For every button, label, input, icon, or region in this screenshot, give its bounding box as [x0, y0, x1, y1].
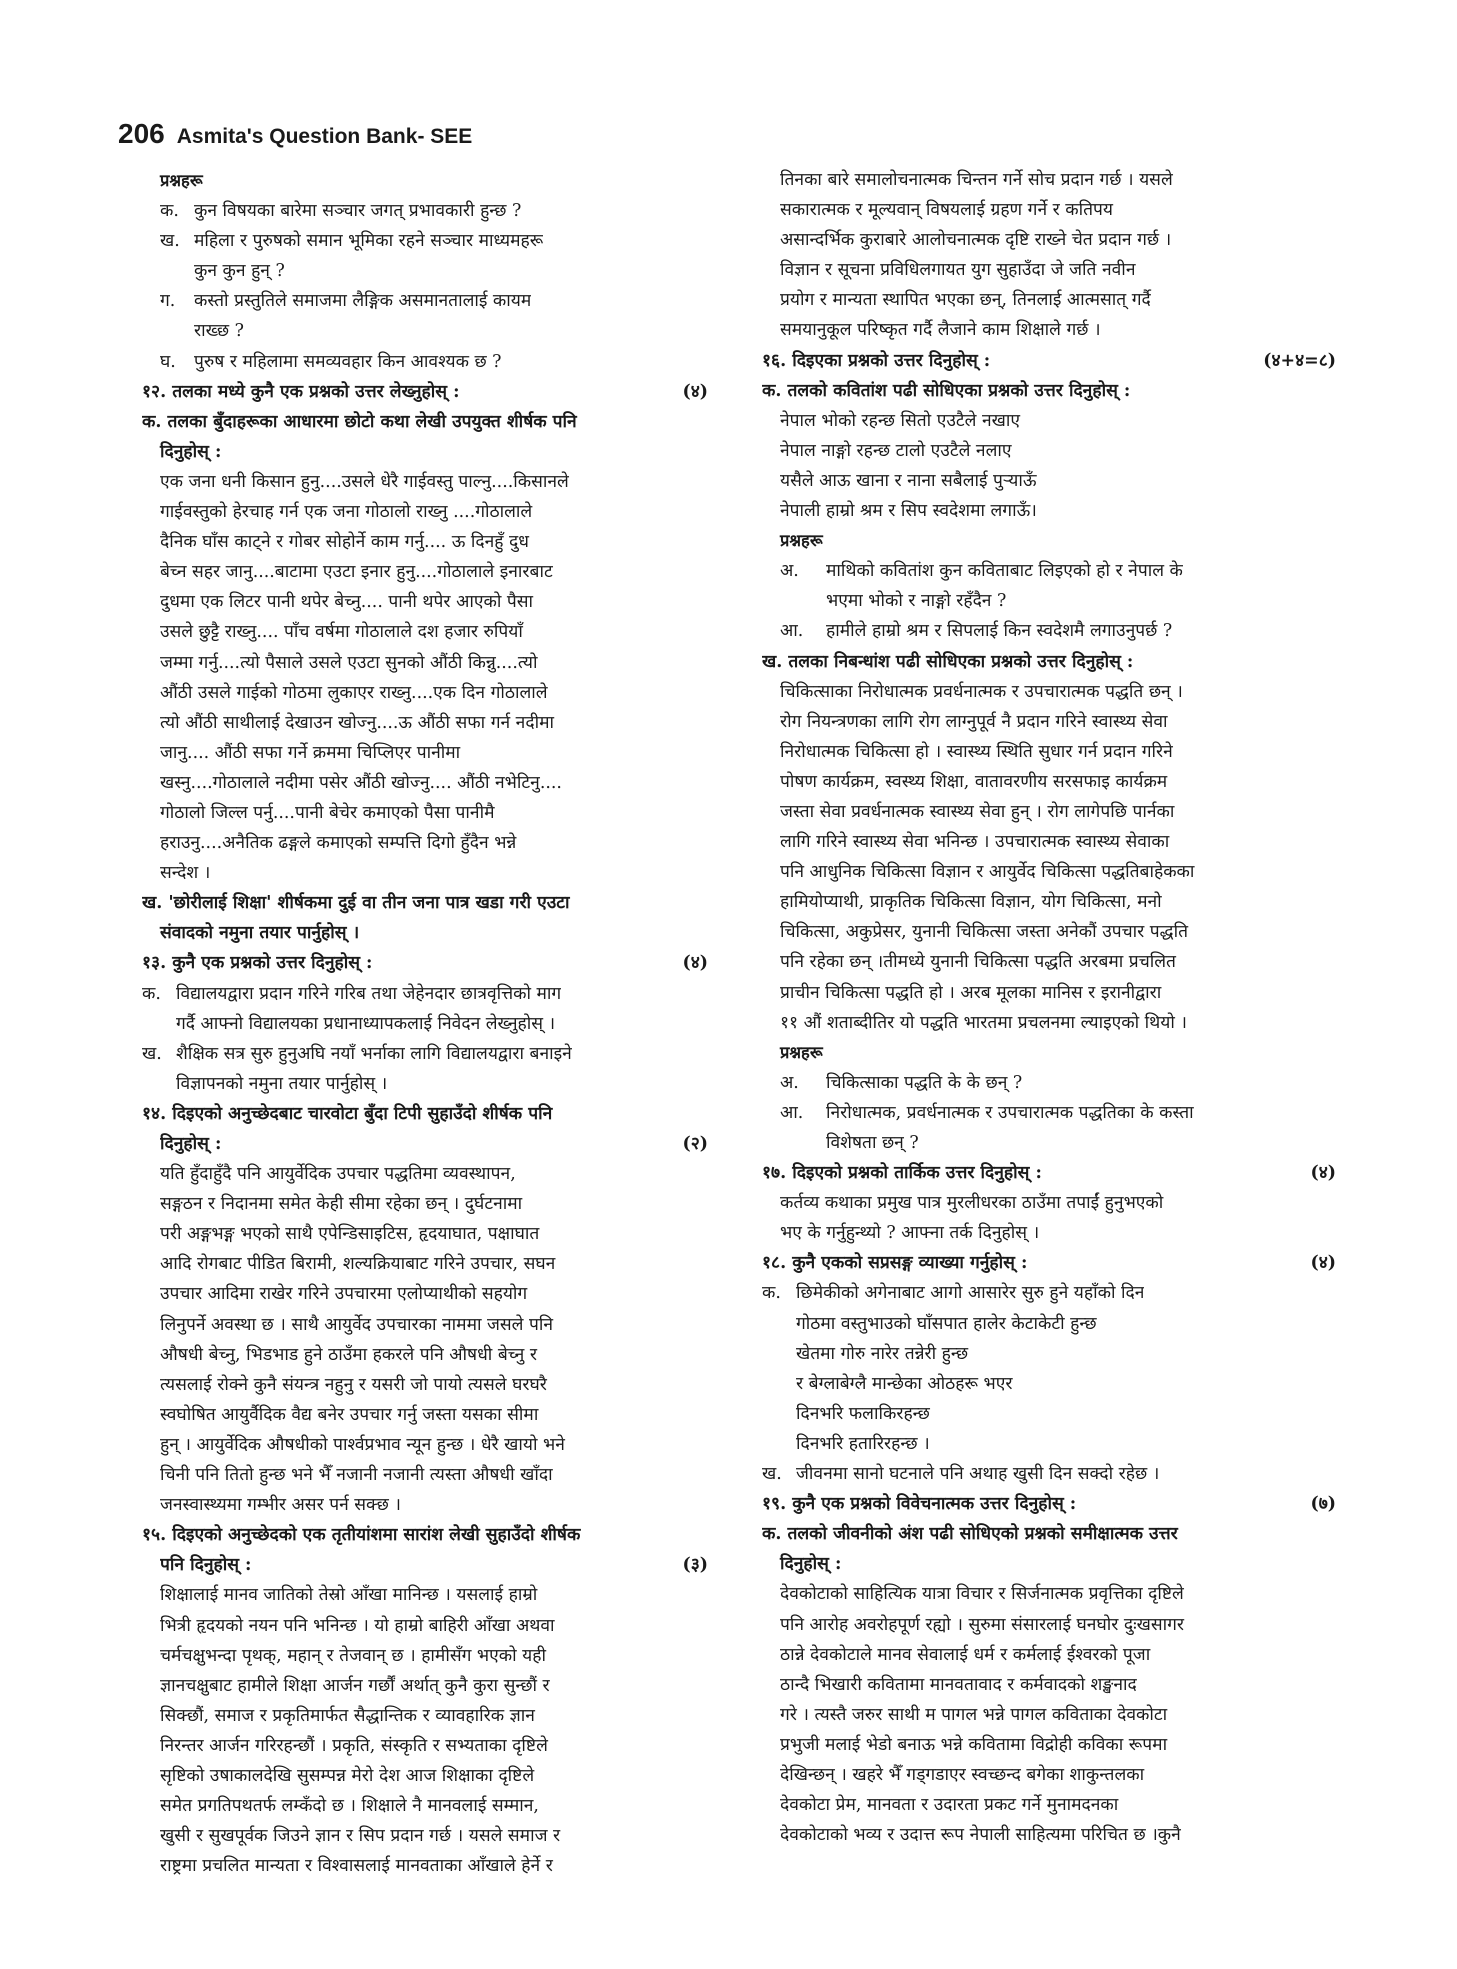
verse-line: दिनभरि हतारिरहन्छ ।: [796, 1433, 930, 1454]
page-number: 206: [118, 118, 165, 149]
question-19-heading: १९. कुनै एक प्रश्नको विवेचनात्मक उत्तर दिनुहोस् : (७): [762, 1489, 1336, 1519]
question-item: ग. कस्तो प्रस्तुतिले समाजमा लैङ्गिक असमानतालाई कायम: [160, 291, 532, 312]
question-15-heading-cont: पनि दिनुहोस् : (३): [142, 1550, 708, 1580]
question-17-body: कर्तव्य कथाका प्रमुख पात्र मुरलीधरका ठाउँमा तपाईं हुनुभएको: [780, 1193, 1164, 1214]
question-14-heading: १४. दिइएको अनुच्छेदबाट चारवोटा बुँदा टिपी सुहाउँदो शीर्षक पनि: [142, 1103, 553, 1124]
question-item: आ. हामीले हाम्रो श्रम र सिपलाई किन स्वदेशमै लगाउनुपर्छ ?: [780, 621, 1173, 642]
verse-line: र बेग्लाबेग्लै मान्छेका ओठहरू भएर: [796, 1373, 1013, 1394]
question-16-ka-heading: क. तलको कवितांश पढी सोधिएका प्रश्नको उत्तर दिनुहोस् :: [762, 380, 1131, 401]
question-item: क. कुन विषयका बारेमा सञ्चार जगत् प्रभावकारी हुन्छ ?: [160, 201, 522, 222]
paragraph-education-cont: तिनका बारे समालोचनात्मक चिन्तन गर्ने सोच प्रदान गर्छ । यसले सकारात्मक र मूल्यवान् विषयलाई ग्रहण गर्ने र कतिपय असान्दर्भिक कुराबारे आलोचनात्मक दृष्टि राख्ने चेत प्रदान गर्छ । विज्ञान र सूचना प्रविधिलगायत युग सुहाउँदा जे जति नवीन प्रयोग र मान्यता स्थापित भएका छन्, तिनलाई आत्मसात् गर्दै समयानुकूल परिष्कृत गर्दै लैजाने काम शिक्षाले गर्छ ।: [780, 170, 1173, 341]
poem: नेपाल भोको रहन्छ सितो एउटैले नखाए नेपाल नाङ्गो रहन्छ टालो एउटैले नलाए यसैले आऊ खाना र नाना सबैलाई पुऱ्याऊँ नेपाली हाम्रो श्रम र सिप स्वदेशमा लगाऊँ।: [780, 410, 1037, 522]
question-item-cont: गर्दै आफ्नो विद्यालयका प्रधानाध्यापकलाई निवेदन लेख्नुहोस् ।: [176, 1013, 556, 1034]
marks: (४): [682, 381, 708, 402]
question-15-heading: १५. दिइएको अनुच्छेदको एक तृतीयांशमा सारांश लेखी सुहाउँदो शीर्षक: [142, 1525, 581, 1546]
question-item: क. छिमेकीको अगेनाबाट आगो आसारेर सुरु हुने यहाँको दिन: [762, 1283, 1145, 1304]
question-item-cont: कुन कुन हुन् ?: [194, 261, 285, 282]
question-12-kha-heading-cont: संवादको नमुना तयार पार्नुहोस् ।: [160, 923, 360, 944]
question-item: क. विद्यालयद्वारा प्रदान गरिने गरिब तथा जेहेनदार छात्रवृत्तिको माग: [142, 983, 562, 1004]
marks: (३): [682, 1555, 708, 1576]
paragraph-education: शिक्षालाई मानव जातिको तेस्रो आँखा मानिन्छ । यसलाई हाम्रो भित्री हृदयको नयन पनि भनिन्छ । यो हाम्रो बाहिरी आँखा अथवा चर्मचक्षुभन्दा पृथक्, महान् र तेजवान् छ । हामीसँग भएको यही ज्ञानचक्षुबाट हामीले शिक्षा आर्जन गर्छौं अर्थात् कुनै कुरा सुन्छौं र सिक्छौं, समाज र प्रकृतिमार्फत सैद्धान्तिक र व्यावहारिक ज्ञान निरन्तर आर्जन गरिरहन्छौं । प्रकृति, संस्कृति र सभ्यताका दृष्टिले सृष्टिको उषाकालदेखि सुसम्पन्न मेरो देश आज शिक्षाका दृष्टिले समेत प्रगतिपथतर्फ लम्कँदो छ । शिक्षाले नै मानवलाई सम्मान, खुसी र सुखपूर्वक जिउने ज्ञान र सिप प्रदान गर्छ । यसले समाज र राष्ट्रमा प्रचलित मान्यता र विश्वासलाई मानवताका आँखाले हेर्ने र: [160, 1585, 561, 1877]
question-16-heading: १६. दिइएका प्रश्नको उत्तर दिनुहोस् : (४+४=८): [762, 346, 1336, 376]
marks: (४+४=८): [1263, 350, 1336, 371]
marks: (४): [682, 953, 708, 974]
question-14-heading-cont: दिनुहोस् : (२): [142, 1129, 708, 1159]
marks: (७): [1310, 1494, 1336, 1515]
question-12-heading: १२. तलका मध्ये कुनै एक प्रश्नको उत्तर लेख्नुहोस् : (४): [142, 377, 708, 407]
question-item: ख. जीवनमा सानो घटनाले पनि अथाह खुसी दिन सक्दो रहेछ ।: [762, 1464, 1160, 1485]
question-17-body: भए के गर्नुहुन्थ्यो ? आफ्ना तर्क दिनुहोस् ।: [780, 1223, 1040, 1244]
question-item: ख. महिला र पुरुषको समान भूमिका रहने सञ्चार माध्यमहरू: [160, 231, 544, 252]
question-18-heading: १८. कुनै एकको सप्रसङ्ग व्याख्या गर्नुहोस् : (४): [762, 1248, 1336, 1278]
questions-label: प्रश्नहरू: [780, 1042, 823, 1062]
question-item: घ. पुरुष र महिलामा समव्यवहार किन आवश्यक छ ?: [160, 351, 502, 372]
left-column: [142, 166, 708, 1881]
question-16-kha-heading: ख. तलका निबन्धांश पढी सोधिएका प्रश्नको उत्तर दिनुहोस् :: [762, 651, 1134, 672]
question-17-heading: १७. दिइएको प्रश्नको तार्किक उत्तर दिनुहोस् : (४): [762, 1158, 1336, 1188]
marks: (२): [682, 1134, 708, 1154]
story-points: एक जना धनी किसान हुनु....उसले धेरै गाईवस्तु पाल्नु....किसानले गाईवस्तुको हेरचाह गर्न एक जना गोठालो राख्नु ....गोठालाले दैनिक घाँस काट्ने र गोबर सोहोर्ने काम गर्नु.... ऊ दिनहुँ दुध बेच्न सहर जानु....बाटामा एउटा इनार हुनु....गोठालाले इनारबाट दुधमा एक लिटर पानी थपेर बेच्नु.... पानी थपेर आएको पैसा उसले छुट्टै राख्नु.... पाँच वर्षमा गोठालाले दश हजार रुपियाँ जम्मा गर्नु....त्यो पैसाले उसले एउटा सुनको औंठी किन्नु....त्यो औंठी उसले गाईको गोठमा लुकाएर राख्नु....एक दिन गोठालाले त्यो औंठी साथीलाई देखाउन खोज्नु....ऊ औंठी सफा गर्न नदीमा जानु.... औंठी सफा गर्ने क्रममा चिप्लिएर पानीमा खस्नु....गोठालाले नदीमा पसेर औंठी खोज्नु.... औंठी नभेटिनु.... गोठालो जिल्ल पर्नु....पानी बेचेर कमाएको पैसा पानीमै हराउनु....अनैतिक ढङ्गले कमाएको सम्पत्ति दिगो हुँदैन भन्ने सन्देश ।: [160, 471, 569, 884]
questions-label: प्रश्नहरू: [160, 171, 203, 190]
book-title: Asmita's Question Bank- SEE: [176, 125, 473, 148]
question-item-cont: राख्छ ?: [194, 321, 244, 342]
question-item: अ. माथिको कवितांश कुन कविताबाट लिइएको हो र नेपाल के: [780, 561, 1183, 582]
verse-line: गोठमा वस्तुभाउको घाँसपात हालेर केटाकेटी हुन्छ: [796, 1313, 1097, 1334]
question-item-cont: विशेषता छन् ?: [826, 1133, 919, 1153]
right-column: [762, 165, 1336, 1850]
question-12-ka-heading-cont: दिनुहोस् :: [160, 441, 222, 462]
question-item-cont: भएमा भोको र नाङ्गो रहँदैन ?: [826, 591, 1007, 612]
question-19-ka-heading: क. तलको जीवनीको अंश पढी सोधिएको प्रश्नको समीक्षात्मक उत्तर: [762, 1524, 1178, 1545]
verse-line: दिनभरि फलाकिरहन्छ: [796, 1403, 930, 1424]
question-item: ख. शैक्षिक सत्र सुरु हुनुअघि नयाँ भर्नाका लागि विद्यालयद्वारा बनाइने: [142, 1043, 572, 1064]
marks: (४): [1310, 1253, 1336, 1274]
question-13-heading: १३. कुनै एक प्रश्नको उत्तर दिनुहोस् : (४): [142, 948, 708, 978]
marks: (४): [1310, 1163, 1336, 1184]
essay-passage: चिकित्साका निरोधात्मक प्रवर्धनात्मक र उपचारात्मक पद्धति छन् । रोग नियन्त्रणका लागि रोग लाग्नुपूर्व नै प्रदान गरिने स्वास्थ्य सेवा निरोधात्मक चिकित्सा हो । स्वास्थ्य स्थिति सुधार गर्न प्रदान गरिने पोषण कार्यक्रम, स्वस्थ्य शिक्षा, वातावरणीय सरसफाइ कार्यक्रम जस्ता सेवा प्रवर्धनात्मक स्वास्थ्य सेवा हुन् । रोग लागेपछि पार्नका लागि गरिने स्वास्थ्य सेवा भनिन्छ । उपचारात्मक स्वास्थ्य सेवाका पनि आधुनिक चिकित्सा विज्ञान र आयुर्वेद चिकित्सा पद्धतिबाहेकका हामियोप्याथी, प्राकृतिक चिकित्सा विज्ञान, योग चिकित्सा, मनो चिकित्सा, अकुप्रेसर, युनानी चिकित्सा जस्ता अनेकौं उपचार पद्धति पनि रहेका छन् ।तीमध्ये युनानी चिकित्सा पद्धति अरबमा प्रचलित प्राचीन चिकित्सा पद्धति हो । अरब मूलका मानिस र इरानीद्वारा ११ औं शताब्दीतिर यो पद्धति भारतमा प्रचलनमा ल्याइएको थियो ।: [780, 681, 1195, 1033]
question-12-kha-heading: ख. 'छोरीलाई शिक्षा' शीर्षकमा दुई वा तीन जना पात्र खडा गरी एउटा: [142, 893, 570, 914]
question-19-ka-heading-cont: दिनुहोस् :: [780, 1554, 842, 1575]
question-item: आ. निरोधात्मक, प्रवर्धनात्मक र उपचारात्मक पद्धतिका के कस्ता: [780, 1102, 1194, 1123]
question-12-ka-heading: क. तलका बुँदाहरूका आधारमा छोटो कथा लेखी उपयुक्त शीर्षक पनि: [142, 411, 577, 432]
biography-passage: देवकोटाको साहित्यिक यात्रा विचार र सिर्जनात्मक प्रवृत्तिका दृष्टिले पनि आरोह अवरोहपूर्ण रह्यो । सुरुमा संसारलाई घनघोर दुःखसागर ठान्ने देवकोटाले मानव सेवालाई धर्म र कर्मलाई ईश्वरको पूजा ठान्दै भिखारी कवितामा मानवतावाद र कर्मवादको शङ्खनाद गरे । त्यस्तै जरुर साथी म पागल भन्ने पागल कविताका देवकोटा प्रभुजी मलाई भेडो बनाऊ भन्ने कवितामा विद्रोही कविका रूपमा देखिन्छन् । खहरे भैँ गड्गडाएर स्वच्छन्द बगेका शाकुन्तलका देवकोटा प्रेम, मानवता र उदारता प्रकट गर्ने मुनामदनका देवकोटाको भव्य र उदात्त रूप नेपाली साहित्यमा परिचित छ ।कुनै: [780, 1584, 1185, 1846]
page-header: [118, 118, 472, 150]
verse-line: खेतमा गोरु नारेर तन्नेरी हुन्छ: [796, 1343, 969, 1364]
question-item-cont: विज्ञापनको नमुना तयार पार्नुहोस् ।: [176, 1073, 388, 1094]
question-item: अ. चिकित्साका पद्धति के के छन् ?: [780, 1072, 1023, 1093]
questions-label: प्रश्नहरू: [780, 531, 823, 551]
paragraph-ayurveda: यति हुँदाहुँदै पनि आयुर्वेदिक उपचार पद्धतिमा व्यवस्थापन, सङ्गठन र निदानमा समेत केही सीमा रहेका छन् । दुर्घटनामा परी अङ्गभङ्ग भएको साथै एपेन्डिसाइटिस, हृदयाघात, पक्षाघात आदि रोगबाट पीडित बिरामी, शल्यक्रियाबाट गरिने उपचार, सघन उपचार आदिमा राखेर गरिने उपचारमा एलोप्याथीको सहयोग लिनुपर्ने अवस्था छ । साथै आयुर्वेद उपचारका नाममा जसले पनि औषधी बेच्नु, भिडभाड हुने ठाउँमा हकरले पनि औषधी बेच्नु र त्यसलाई रोक्ने कुनै संयन्त्र नहुनु र यसरी जो पायो त्यसले घरघरै स्वघोषित आयुर्वैदिक वैद्य बनेर उपचार गर्नु जस्ता यसका सीमा हुन् । आयुर्वेदिक औषधीको पार्श्वप्रभाव न्यून हुन्छ । धेरै खायो भने चिनी पनि तितो हुन्छ भने भैँ नजानी नजानी त्यस्ता औषधी खाँदा जनस्वास्थ्यमा गम्भीर असर पर्न सक्छ ।: [160, 1164, 565, 1516]
